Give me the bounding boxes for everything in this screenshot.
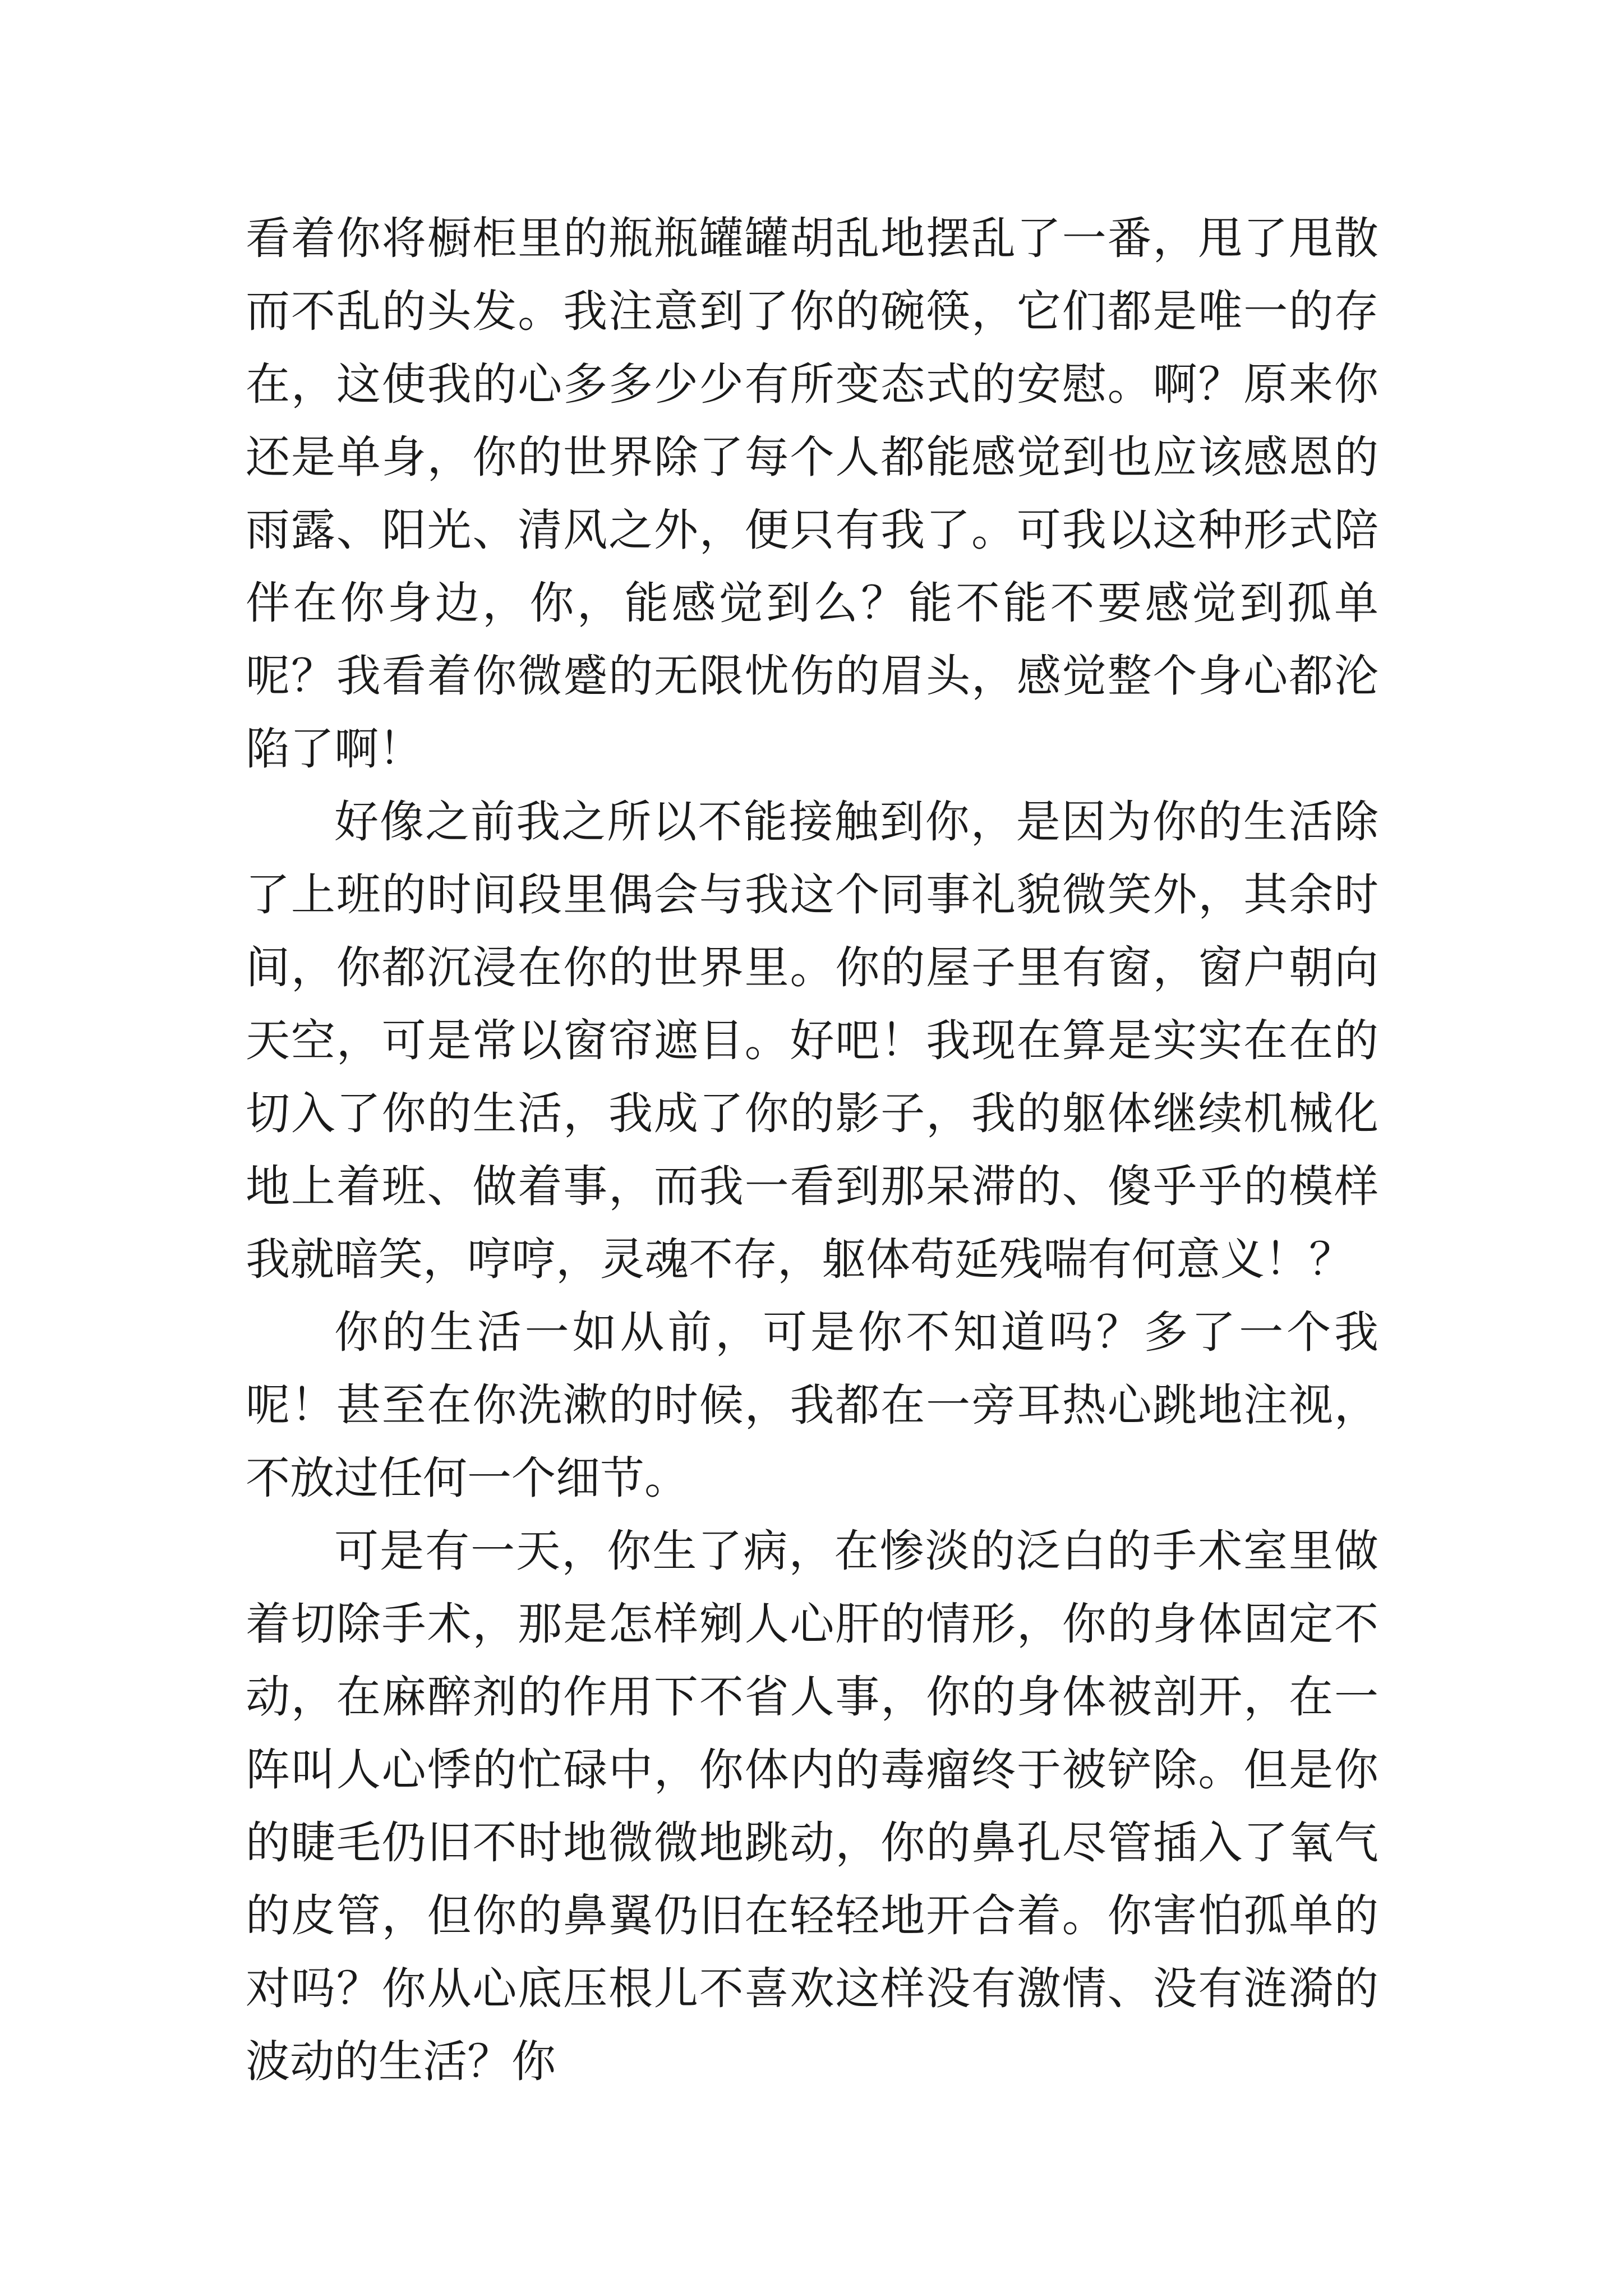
paragraph-4: 可是有一天，你生了病，在惨淡的泛白的手术室里做着切除手术，那是怎样剜人心肝的情形，你的身体固定不动，在麻醉剂的作用下不省人事，你的身体被剖开，在一阵叫人心悸的忙碌中，你体内的毒瘤终于被铲除。但是你的睫毛仍旧不时地微微地跳动，你的鼻孔尽管插入了氧气的皮管，但你的鼻翼仍旧在轻轻地开合着。你害怕孤单的对吗？你从心底压根儿不喜欢这样没有激情、没有涟漪的波动的生活？你 <box>246 1525 1378 2087</box>
paragraph-1: 看着你将橱柜里的瓶瓶罐罐胡乱地摆乱了一番，甩了甩散而不乱的头发。我注意到了你的碗筷，它们都是唯一的存在，这使我的心多多少少有所变态式的安慰。啊？原来你还是单身，你的世界除了每个人都能感觉到也应该感恩的雨露、阳光、清风之外，便只有我了。可我以这种形式陪伴在你身边，你，能感觉到么？能不能不要感觉到孤单呢？我看着你微蹙的无限忧伤的眉头，感觉整个身心都沦陷了啊！ <box>246 213 1378 775</box>
document-body <box>246 202 1378 2098</box>
paragraph-2: 好像之前我之所以不能接触到你，是因为你的生活除了上班的时间段里偶会与我这个同事礼貌微笑外，其余时间，你都沉浸在你的世界里。你的屋子里有窗，窗户朝向天空，可是常以窗帘遮目。好吧！我现在算是实实在在的切入了你的生活，我成了你的影子，我的躯体继续机械化地上着班、做着事，而我一看到那呆滞的、傻乎乎的模样我就暗笑，哼哼，灵魂不存，躯体苟延残喘有何意义！？ <box>246 796 1378 1285</box>
paragraph-3: 你的生活一如从前，可是你不知道吗？多了一个我呢！甚至在你洗漱的时候，我都在一旁耳热心跳地注视，不放过任何一个细节。 <box>246 1306 1378 1504</box>
